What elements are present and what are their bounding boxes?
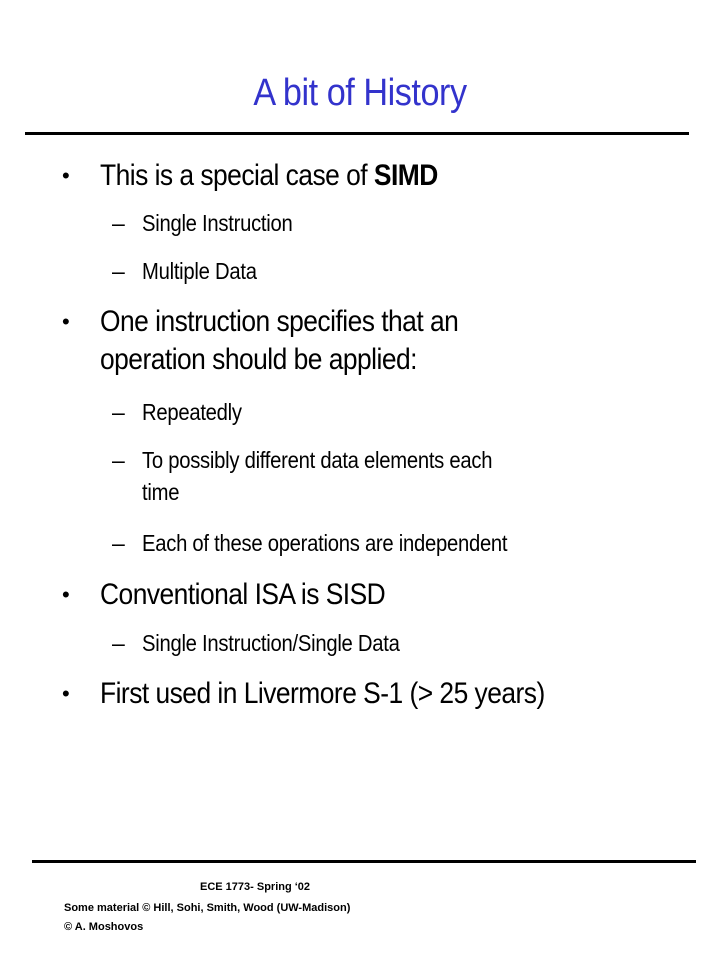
- bullet-text-line: One instruction specifies that an: [100, 305, 459, 338]
- sub-bullet-text: To possibly different data elements each: [142, 447, 493, 473]
- footer-course: ECE 1773- Spring ‘02: [200, 881, 311, 893]
- sub-bullet-text: Single Instruction: [142, 210, 293, 236]
- bullet-item: [62, 675, 660, 713]
- bullet-text: [100, 157, 593, 195]
- sub-bullet-item: [112, 627, 435, 659]
- bullet-text-part: This is a special case of: [100, 159, 374, 192]
- sub-bullet-marker: –: [112, 447, 125, 473]
- bullet-text: First used in Livermore S-1 (> 25 years): [100, 677, 545, 710]
- sub-bullet-text-cont: time: [142, 479, 180, 505]
- sub-bullet-item: [112, 527, 557, 559]
- sub-bullet-marker: –: [112, 258, 125, 284]
- sub-bullet-marker: –: [112, 630, 125, 656]
- sub-bullet-item: [112, 444, 540, 508]
- bullet-text-bold: SIMD: [373, 159, 438, 192]
- sub-bullet-marker: –: [112, 210, 125, 236]
- sub-bullet-marker: –: [112, 399, 125, 425]
- footer-credits: Some material © Hill, Sohi, Smith, Wood (UW-Madison): [64, 902, 351, 914]
- footer-author: © A. Moshovos: [64, 921, 144, 933]
- bullet-text-line: operation should be applied:: [100, 343, 417, 376]
- sub-bullet-item: [112, 207, 313, 239]
- bullet-marker: •: [62, 582, 70, 607]
- sub-bullet-item: [112, 396, 255, 428]
- bullet-marker: •: [62, 309, 70, 334]
- sub-bullet-text: Single Instruction/Single Data: [142, 630, 400, 656]
- bullet-marker: •: [62, 681, 70, 706]
- sub-bullet-text: Repeatedly: [142, 399, 242, 425]
- bullet-item: [62, 303, 660, 379]
- bullet-marker: •: [62, 163, 70, 188]
- sub-bullet-text: Multiple Data: [142, 258, 257, 284]
- bullet-text: Conventional ISA is SISD: [100, 578, 386, 611]
- bullet-item: [62, 576, 660, 614]
- sub-bullet-item: [112, 255, 272, 287]
- footer-divider: [32, 860, 696, 863]
- sub-bullet-marker: –: [112, 530, 125, 556]
- bullet-item: [62, 157, 660, 195]
- sub-bullet-text: Each of these operations are independent: [142, 530, 508, 556]
- slide-title: A bit of History: [253, 72, 467, 114]
